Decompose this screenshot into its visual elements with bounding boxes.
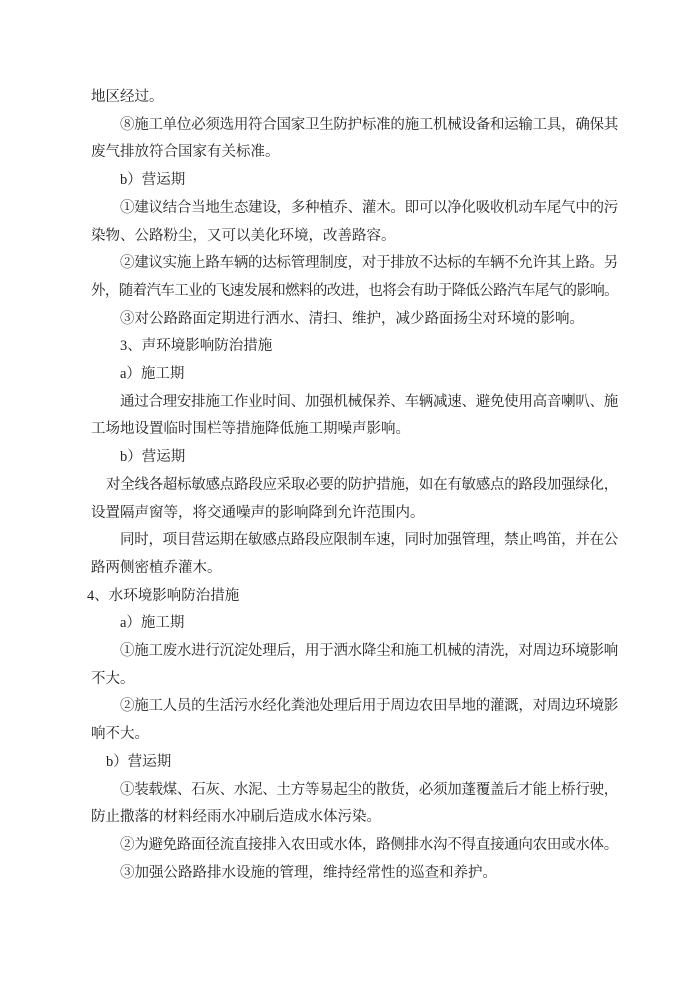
text-line: ①施工废水进行沉淀处理后，用于洒水降尘和施工机械的清洗，对周边环境影响	[120, 643, 619, 660]
document-body	[87, 84, 619, 887]
text-line: ①建议结合当地生态建设，多种植乔、灌木。即可以净化吸收机动车尾气中的污	[120, 199, 619, 216]
subheading-line: a）施工期	[120, 615, 185, 632]
text-line: 不大。	[91, 670, 135, 687]
text-line: 响不大。	[91, 726, 149, 743]
text-line: ③加强公路路排水设施的管理，维持经常性的巡查和养护。	[120, 864, 497, 881]
text-line: 路两侧密植乔灌木。	[91, 559, 222, 576]
text-line: 工场地设置临时围栏等措施降低施工期噪声影响。	[91, 421, 410, 438]
text-line: ①装载煤、石灰、水泥、土方等易起尘的散货，必须加蓬覆盖后才能上桥行驶，	[120, 781, 619, 798]
subheading-line: b）营运期	[120, 449, 186, 466]
text-line: ②建议实施上路车辆的达标管理制度，对于排放不达标的车辆不允许其上路。另	[120, 255, 619, 272]
text-line: 废气排放符合国家有关标准。	[91, 144, 280, 161]
text-line: 染物、公路粉尘，又可以美化环境，改善路容。	[91, 227, 396, 244]
section-heading-line: 3、声环境影响防治措施	[120, 338, 273, 355]
text-line: 同时，项目营运期在敏感点路段应限制车速，同时加强管理，禁止鸣笛，并在公	[120, 532, 619, 549]
text-line: 对全线各超标敏感点路段应采取必要的防护措施，如在有敏感点的路段加强绿化，	[106, 476, 618, 493]
subheading-line: b）营运期	[106, 753, 172, 770]
text-line: 地区经过。	[91, 89, 164, 105]
subheading-line: a）施工期	[120, 366, 185, 383]
text-line: 防止撒落的材料经雨水冲刷后造成水体污染。	[91, 809, 381, 826]
subheading-line: b）营运期	[120, 172, 186, 189]
text-line: 设置隔声窗等，将交通噪声的影响降到允许范围内。	[91, 504, 425, 521]
text-line: ③对公路路面定期进行洒水、清扫、维护，减少路面扬尘对环境的影响。	[120, 310, 584, 327]
text-line: ②为避免路面径流直接排入农田或水体，路侧排水沟不得直接通向农田或水体。	[120, 836, 619, 853]
text-line: ⑧施工单位必须选用符合国家卫生防护标准的施工机械设备和运输工具，确保其	[120, 116, 619, 133]
section-heading-line: 4、水环境影响防治措施	[87, 587, 240, 604]
text-line: 通过合理安排施工作业时间、加强机械保养、车辆减速、避免使用高音喇叭、施	[120, 393, 619, 410]
text-line: 外，随着汽车工业的飞速发展和燃料的改进，也将会有助于降低公路汽车尾气的影响。	[91, 282, 618, 299]
text-line: ②施工人员的生活污水经化粪池处理后用于周边农田旱地的灌溉，对周边环境影	[120, 698, 619, 715]
